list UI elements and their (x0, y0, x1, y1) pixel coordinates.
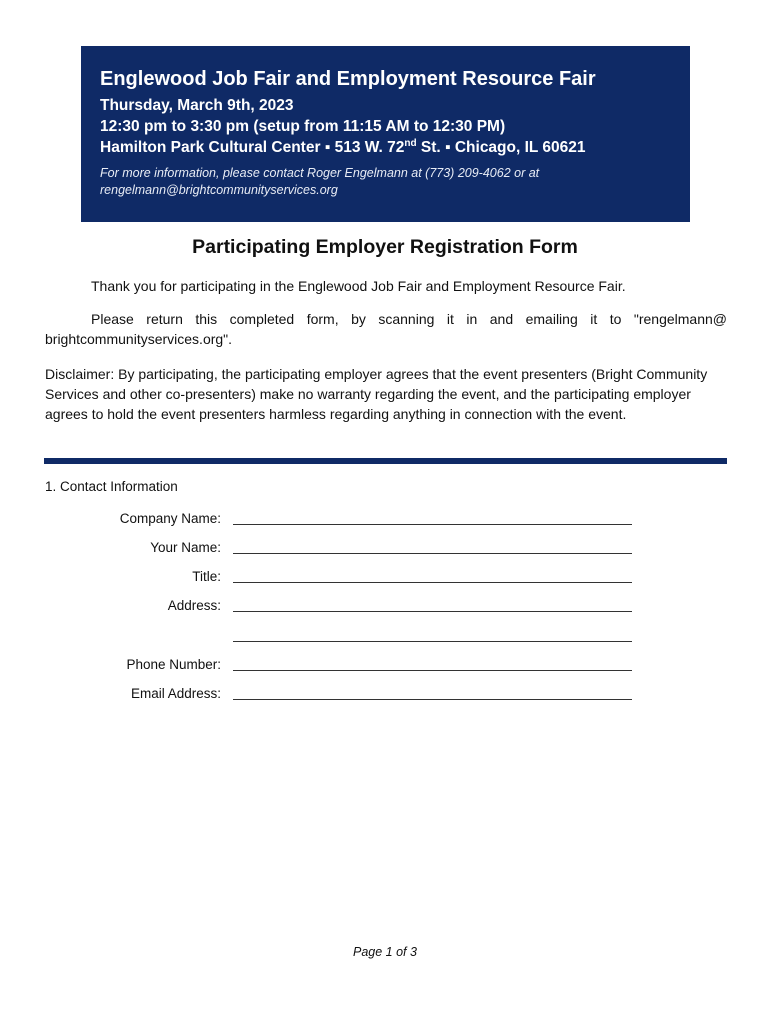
address-label: Address: (167, 598, 221, 613)
section-divider (44, 458, 727, 464)
event-location-suffix: St. ▪ Chicago, IL 60621 (416, 139, 586, 156)
event-contact (100, 165, 672, 199)
your-name-field[interactable] (233, 553, 632, 554)
event-location-superscript: nd (404, 137, 417, 149)
company-name-row (0, 509, 770, 529)
email-address-label: Email Address: (130, 686, 221, 701)
event-contact-line1: For more information, please contact Roger Engelmann at (773) 209-4062 or at (100, 166, 540, 180)
phone-number-label: Phone Number: (126, 657, 221, 672)
event-location-prefix: Hamilton Park Cultural Center ▪ 513 W. 72 (100, 139, 405, 156)
email-address-field[interactable] (233, 699, 632, 700)
email-address-row (0, 684, 770, 704)
title-row (0, 567, 770, 587)
thanks-paragraph: Thank you for participating in the Englewood Job Fair and Employment Resource Fair. (91, 278, 626, 294)
page-number: Page 1 of 3 (353, 945, 417, 959)
event-date: Thursday, March 9th, 2023 (100, 97, 294, 114)
address-line2-row (0, 626, 770, 646)
disclaimer-paragraph: Disclaimer: By participating, the participating employer agrees that the event presenters (Bright Community Services and other co-presenters) make no warranty regarding the event, and the participating employer agrees to hold the event presenters harmless regarding anything in connection with the event. (45, 366, 708, 422)
company-name-field[interactable] (233, 524, 632, 525)
event-location (100, 137, 672, 158)
phone-number-field[interactable] (233, 670, 632, 671)
event-contact-email: rengelmann@brightcommunityservices.org (100, 183, 338, 197)
your-name-label: Your Name: (150, 540, 221, 555)
form-title: Participating Employer Registration Form (192, 236, 578, 258)
title-field[interactable] (233, 582, 632, 583)
title-label: Title: (192, 569, 221, 584)
event-time: 12:30 pm to 3:30 pm (setup from 11:15 AM to 12:30 PM) (100, 118, 506, 135)
address-row (0, 596, 770, 616)
phone-number-row (0, 655, 770, 675)
event-title: Englewood Job Fair and Employment Resource Fair (100, 68, 596, 90)
your-name-row (0, 538, 770, 558)
address-line2-field[interactable] (233, 641, 632, 642)
address-field[interactable] (233, 611, 632, 612)
event-banner (81, 46, 690, 222)
return-instructions-paragraph: Please return this completed form, by scanning it in and emailing it to "rengelmann@ brightcommunityservices.org". (45, 311, 727, 347)
contact-information-heading: 1. Contact Information (45, 479, 178, 494)
company-name-label: Company Name: (119, 511, 221, 526)
